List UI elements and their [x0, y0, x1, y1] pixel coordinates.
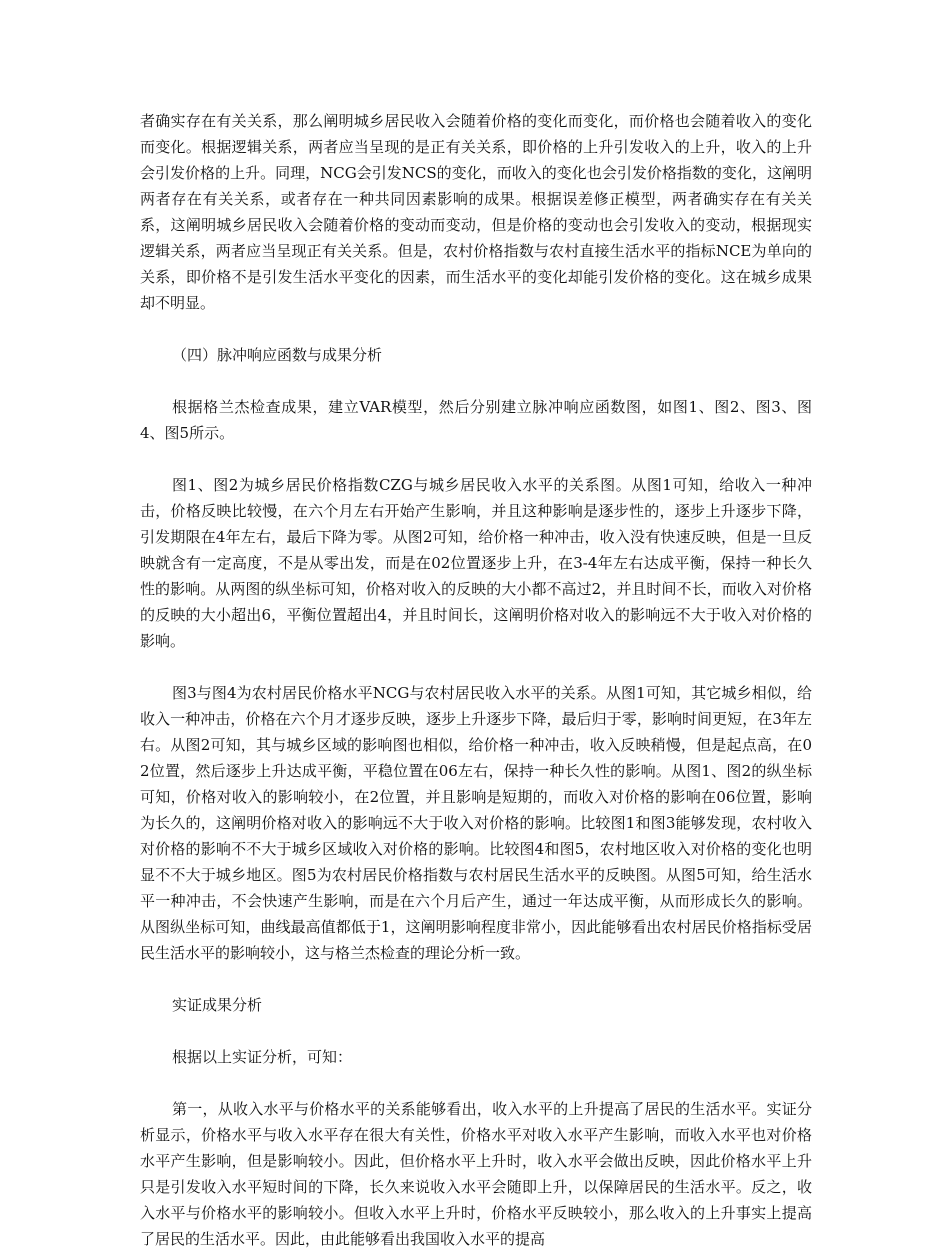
paragraph-summary-intro: 根据以上实证分析，可知： [172, 1048, 353, 1066]
paragraph-figure-1-2: 图1、图2为城乡居民价格指数CZG与城乡居民收入水平的关系图。从图1可知，给收入一种冲击，价格反映比较慢，在六个月左右开始产生影响，并且这种影响是逐步性的，逐步上升逐步下降，引发期限在4年左右，最后下降为零。从图2可知，给价格一种冲击，收入没有快速反映，但是一旦反映就含有一定高度，不是从零出发，而是在02位置逐步上升，在3-4年左右达成平衡，保持一种长久性的影响。从两图的纵坐标可知，价格对收入的反映的大小都不高过2，并且时间不长，而收入对价格的反映的大小超出6，平衡位置超出4，并且时间长，这阐明价格对收入的影响远不大于收入对价格的影响。 [140, 476, 812, 650]
paragraph-var-model: 根据格兰杰检查成果，建立VAR模型，然后分别建立脉冲响应函数图，如图1、图2、图3、图4、图5所示。 [140, 398, 812, 442]
section-heading-empirical-results: 实证成果分析 [172, 996, 263, 1014]
document-page [140, 108, 812, 1252]
paragraph-continuation: 者确实存在有关关系，那么阐明城乡居民收入会随着价格的变化而变化，而价格也会随着收入的变化而变化。根据逻辑关系，两者应当呈现的是正有关关系，即价格的上升引发收入的上升，收入的上升会引发价格的上升。同理，NCG会引发NCS的变化，而收入的变化也会引发价格指数的变化，这阐明两者存在有关关系，或者存在一种共同因素影响的成果。根据误差修正模型，两者确实存在有关关系，这阐明城乡居民收入会随着价格的变动而变动，但是价格的变动也会引发收入的变动，根据现实逻辑关系，两者应当呈现正有关关系。但是，农村价格指数与农村直接生活水平的指标NCE为单向的关系，即价格不是引发生活水平变化的因素，而生活水平的变化却能引发价格的变化。这在城乡成果却不明显。 [140, 112, 812, 312]
paragraph-first-finding: 第一，从收入水平与价格水平的关系能够看出，收入水平的上升提高了居民的生活水平。实证分析显示，价格水平与收入水平存在很大有关性，价格水平对收入水平产生影响，而收入水平也对价格水平产生影响，但是影响较小。因此，但价格水平上升时，收入水平会做出反映，因此价格水平上升只是引发收入水平短时间的下降，长久来说收入水平会随即上升，以保障居民的生活水平。反之，收入水平与价格水平的影响较小。但收入水平上升时，价格水平反映较小，那么收入的上升事实上提高了居民的生活水平。因此，由此能够看出我国收入水平的提高 [140, 1100, 812, 1248]
paragraph-figure-3-4-5: 图3与图4为农村居民价格水平NCG与农村居民收入水平的关系。从图1可知，其它城乡相似，给收入一种冲击，价格在六个月才逐步反映，逐步上升逐步下降，最后归于零，影响时间更短，在3年左右。从图2可知，其与城乡区域的影响图也相似，给价格一种冲击，收入反映稍慢，但是起点高，在02位置，然后逐步上升达成平衡，平稳位置在06左右，保持一种长久性的影响。从图1、图2的纵坐标可知，价格对收入的影响较小，在2位置，并且影响是短期的，而收入对价格的影响在06位置，影响为长久的，这阐明价格对收入的影响远不大于收入对价格的影响。比较图1和图3能够发现，农村收入对价格的影响不不大于城乡区域收入对价格的影响。比较图4和图5，农村地区收入对价格的变化也明显不不大于城乡地区。图5为农村居民价格指数与农村居民生活水平的反映图。从图5可知，给生活水平一种冲击，不会快速产生影响，而是在六个月后产生，通过一年达成平衡，从而形成长久的影响。从图纵坐标可知，曲线最高值都低于1，这阐明影响程度非常小，因此能够看出农村居民价格指标受居民生活水平的影响较小，这与格兰杰检查的理论分析一致。 [140, 684, 812, 962]
section-heading-impulse-response: （四）脉冲响应函数与成果分析 [172, 346, 383, 364]
